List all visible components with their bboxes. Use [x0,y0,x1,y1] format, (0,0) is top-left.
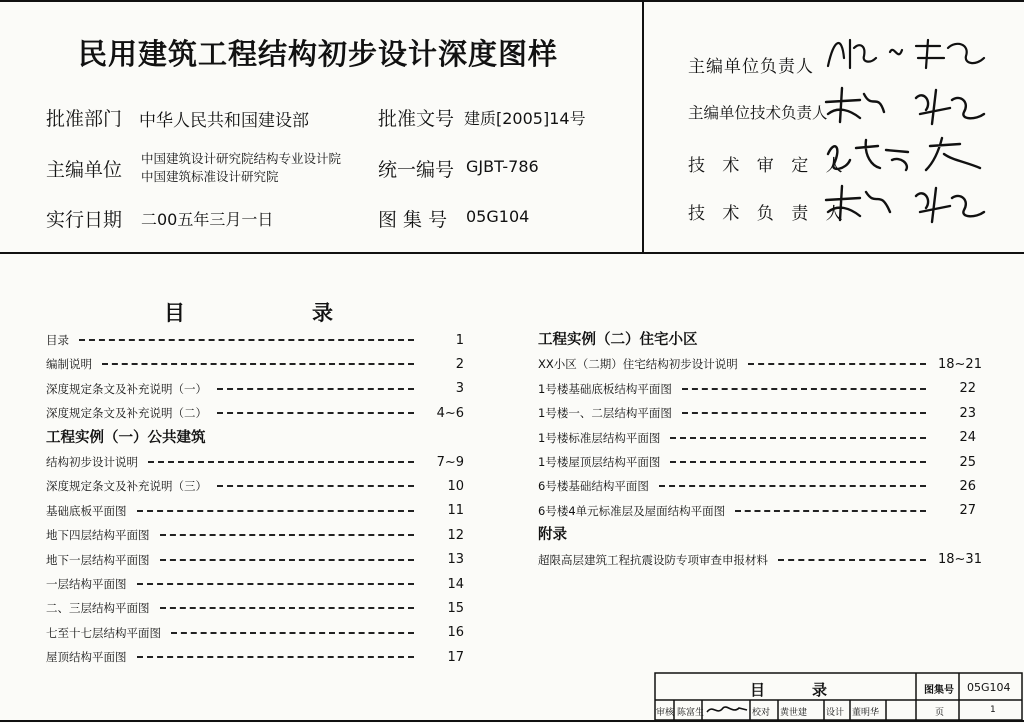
toc-leader-line [217,485,414,487]
toc-entry[interactable] [46,355,464,373]
toc-entry-page: 17 [447,649,464,665]
toc-leader-line [748,363,926,365]
signature-2 [820,80,990,128]
toc-entry-page: 27 [959,503,976,519]
toc-entry-page: 3 [455,381,464,397]
toc-entry-label: 基础底板平面图 [46,503,127,518]
signoff-role-4: 技 术 负 责 人 [688,204,849,224]
toc-entry-label: 深度规定条文及补充说明（三） [46,479,207,494]
toc-entry[interactable] [538,502,976,520]
signoff-role-1: 主编单位负责人 [688,57,814,77]
toc-entry-label: 1号楼标准层结构平面图 [538,430,661,445]
toc-entry-page: 18~31 [938,552,982,568]
toc-entry[interactable] [46,551,464,569]
toc-entry-page: 23 [959,405,976,421]
toc-entry-label: 结构初步设计说明 [46,455,138,469]
title-block-design-label: 设计 [826,708,845,718]
atlas-label: 图 集 号 [378,209,448,231]
toc-entry[interactable] [46,477,464,495]
toc-title-left: 目 [164,301,185,325]
toc-entry[interactable] [46,624,464,642]
title-block-page: 1 [990,705,996,715]
toc-section-heading: 工程实例（二）住宅小区 [538,332,698,348]
toc-entry[interactable] [46,502,464,520]
toc-entry-label: 屋顶结构平面图 [46,650,127,665]
toc-leader-line [148,461,414,463]
toc-entry-label: 地下一层结构平面图 [46,552,150,567]
toc-leader-line [670,461,926,463]
signature-1 [820,28,990,76]
toc-entry-label: 6号楼基础结构平面图 [538,479,649,494]
toc-entry[interactable] [538,429,976,447]
toc-entry-label: 1号楼基础底板结构平面图 [538,381,672,396]
toc-entry-page: 22 [959,381,976,397]
effective-date: 二00五年三月一日 [141,210,274,229]
toc-title-right: 录 [312,301,333,325]
toc-section-heading: 工程实例（一）公共建筑 [46,429,206,446]
toc-entry-label: XX小区（二期）住宅结构初步设计说明 [538,357,738,372]
toc-entry-page: 12 [447,527,464,543]
toc-entry-label: 编制说明 [46,357,92,372]
signature-3 [820,130,990,178]
toc-entry-page: 25 [959,454,976,470]
toc-entry-page: 26 [959,478,976,494]
editor-line-2: 中国建筑标准设计研究院 [141,169,279,184]
title-block-check-label: 校对 [752,708,771,718]
toc-leader-line [160,607,415,609]
title-block-name-left: 目 [750,681,766,699]
toc-entry-label: 地下四层结构平面图 [46,528,150,543]
toc-entry[interactable] [46,453,464,471]
toc-leader-line [102,363,414,365]
toc-leader-line [137,583,415,585]
atlas-number: 05G104 [466,207,530,226]
toc-leader-line [217,388,414,390]
toc-entry[interactable] [46,331,464,349]
toc-entry-page: 11 [447,503,464,519]
toc-leader-line [735,510,926,512]
serial-number: GJBT-786 [466,157,539,176]
toc-entry-label: 1号楼屋顶层结构平面图 [538,455,661,469]
signoff-role-3: 技 术 审 定 人 [688,156,849,176]
toc-leader-line [79,339,414,341]
header-divider [0,252,1024,254]
toc-entry-page: 24 [959,430,976,446]
date-label: 实行日期 [46,209,123,231]
editor-line-1: 中国建筑设计研究院结构专业设计院 [141,151,342,166]
toc-entry[interactable] [538,404,976,422]
toc-leader-line [160,534,415,536]
approval-doc: 建质[2005]14号 [464,109,586,128]
toc-leader-line [217,412,414,414]
toc-entry-page: 15 [447,600,464,616]
toc-entry[interactable] [46,575,464,593]
toc-entry[interactable] [538,380,976,398]
toc-entry-label: 目录 [46,333,69,347]
page-title: 民用建筑工程结构初步设计深度图样 [78,37,559,71]
serial-label: 统一编号 [378,159,455,181]
toc-entry[interactable] [46,599,464,617]
approval-doc-label: 批准文号 [378,108,455,130]
toc-entry[interactable] [538,477,976,495]
toc-leader-line [778,559,926,561]
toc-entry-label: 超限高层建筑工程抗震设防专项审查申报材料 [538,552,768,567]
toc-entry-label: 深度规定条文及补充说明（一） [46,381,207,396]
toc-leader-line [160,559,415,561]
approval-dept-label: 批准部门 [46,108,123,130]
toc-entry-page: 4~6 [436,405,464,421]
toc-entry-page: 1 [455,332,464,348]
toc-entry-page: 7~9 [436,454,464,470]
toc-leader-line [670,437,926,439]
toc-entry[interactable] [46,648,464,666]
title-block-review-label: 审核 [656,708,675,718]
signoff-role-2: 主编单位技术负责人 [688,104,828,122]
toc-leader-line [659,485,926,487]
title-block-name-right: 录 [812,681,828,699]
title-block-designer: 董明华 [852,708,880,718]
title-block-atlas: 05G104 [967,681,1011,694]
title-block-reviewer-signature [705,702,749,721]
toc-entry-label: 七至十七层结构平面图 [46,625,161,640]
toc-entry-page: 14 [447,576,464,592]
top-border [0,0,1024,2]
toc-entry-label: 深度规定条文及补充说明（二） [46,406,207,421]
toc-entry-page: 2 [455,356,464,372]
toc-entry-label: 6号楼4单元标准层及屋面结构平面图 [538,503,726,518]
toc-section-heading: 附录 [538,527,567,544]
title-block-reviewer: 陈富生 [677,708,705,718]
toc-entry[interactable] [46,526,464,544]
toc-entry[interactable] [538,453,976,471]
title-block-page-label: 页 [935,708,945,718]
title-block-atlas-label: 图集号 [924,685,954,696]
toc-leader-line [682,388,926,390]
toc-leader-line [171,632,414,634]
title-block-checker: 黄世建 [780,708,808,718]
header-vertical-divider [642,0,644,252]
toc-leader-line [137,510,415,512]
approval-dept: 中华人民共和国建设部 [139,111,309,131]
toc-entry-page: 16 [447,625,464,641]
toc-entry-label: 二、三层结构平面图 [46,601,150,616]
toc-leader-line [682,412,926,414]
editor-label: 主编单位 [46,159,123,181]
toc-entry[interactable] [538,551,982,569]
toc-entry-page: 13 [447,552,464,568]
toc-entry[interactable] [538,355,982,373]
toc-entry[interactable] [46,380,464,398]
toc-entry-label: 1号楼一、二层结构平面图 [538,406,672,421]
toc-leader-line [137,656,415,658]
toc-entry[interactable] [46,404,464,422]
signature-4 [820,178,990,226]
toc-entry-page: 18~21 [938,356,982,372]
toc-entry-label: 一层结构平面图 [46,577,127,591]
toc-entry-page: 10 [447,478,464,494]
